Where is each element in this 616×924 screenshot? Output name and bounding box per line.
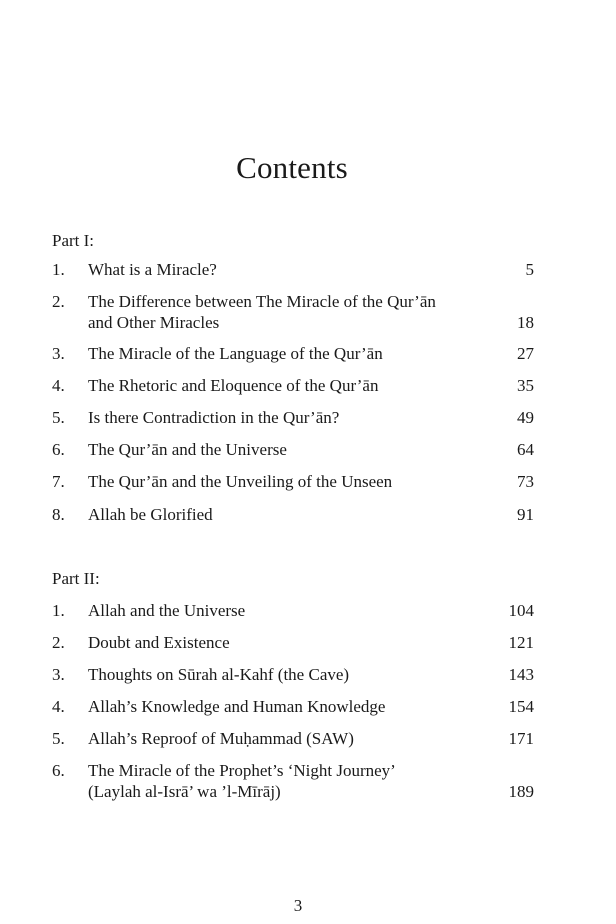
entry-title: Allah be Glorified	[88, 505, 213, 524]
entry-number: 7.	[52, 472, 65, 491]
page-title: Contents	[236, 150, 348, 185]
entry-title: Allah and the Universe	[88, 601, 246, 620]
entry-number: 6.	[52, 440, 65, 459]
entry-title: The Miracle of the Prophet’s ‘Night Journey’	[88, 761, 396, 780]
entry-number: 2.	[52, 292, 65, 311]
entry-title: Allah’s Knowledge and Human Knowledge	[88, 697, 386, 716]
entry-title: Is there Contradiction in the Qur’ān?	[88, 408, 340, 427]
entry-number: 1.	[52, 601, 65, 620]
entry-page-number: 73	[517, 472, 534, 491]
entry-page-number: 64	[517, 440, 534, 459]
entry-page-number: 143	[508, 665, 534, 684]
entry-number: 3.	[52, 344, 65, 363]
part-1-heading: Part I:	[52, 231, 95, 250]
entry-number: 3.	[52, 665, 65, 684]
entry-page-number: 27	[517, 344, 534, 363]
entry-title: Thoughts on Sūrah al-Kahf (the Cave)	[88, 665, 350, 684]
entry-page-number: 5	[525, 260, 534, 279]
entry-title: The Miracle of the Language of the Qur’ān	[88, 344, 383, 363]
entry-title: Allah’s Reproof of Muḥammad (SAW)	[88, 729, 354, 748]
part-2-heading: Part II:	[52, 569, 100, 588]
entry-title: Doubt and Existence	[88, 633, 230, 652]
entry-number: 5.	[52, 729, 65, 748]
entry-number: 4.	[52, 697, 65, 716]
entry-number: 8.	[52, 505, 65, 524]
entry-title-continued: and Other Miracles	[88, 313, 220, 332]
entry-page-number: 18	[517, 313, 534, 332]
entry-title: The Difference between The Miracle of the Qur’ān	[88, 292, 436, 311]
entry-page-number: 49	[517, 408, 534, 427]
entry-title: What is a Miracle?	[88, 260, 217, 279]
entry-number: 1.	[52, 260, 65, 279]
entry-page-number: 171	[508, 729, 534, 748]
entry-page-number: 91	[517, 505, 534, 524]
entry-page-number: 189	[508, 782, 534, 801]
entry-page-number: 121	[508, 633, 534, 652]
entry-page-number: 104	[508, 601, 534, 620]
entry-title: The Rhetoric and Eloquence of the Qur’ān	[88, 376, 379, 395]
entry-title: The Qur’ān and the Universe	[88, 440, 287, 459]
entry-page-number: 35	[517, 376, 534, 395]
entry-title: The Qur’ān and the Unveiling of the Unseen	[88, 472, 393, 491]
page-folio: 3	[293, 896, 303, 915]
entry-page-number: 154	[508, 697, 534, 716]
entry-number: 4.	[52, 376, 65, 395]
entry-number: 2.	[52, 633, 65, 652]
entry-title-continued: (Laylah al-Isrā’ wa ’l-Mīrāj)	[88, 782, 281, 801]
entry-number: 5.	[52, 408, 65, 427]
entry-number: 6.	[52, 761, 65, 780]
